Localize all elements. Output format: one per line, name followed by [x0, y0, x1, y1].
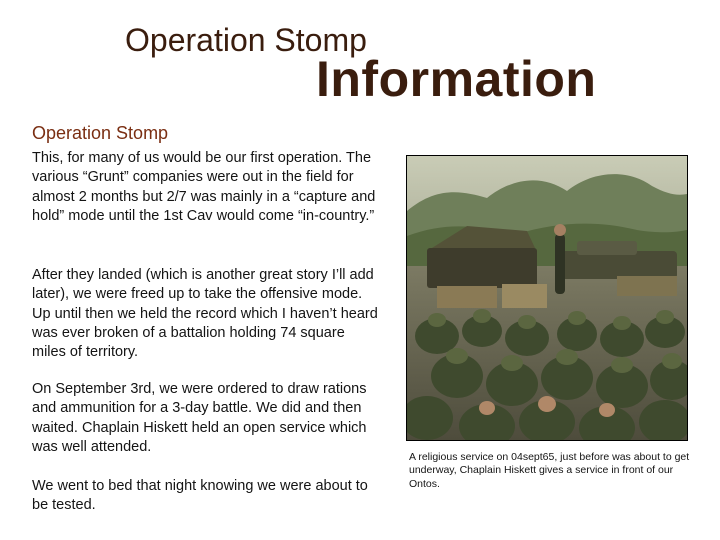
service-photo [406, 155, 688, 441]
body-paragraph-4: We went to bed that night knowing we were about to be tested. [32, 478, 368, 514]
page-title-line1: Operation Stomp [125, 22, 367, 58]
body-paragraph-1: This, for many of us would be our first operation. The various “Grunt” companies were out in the field for almost 2 months but 2/7 was mainly in a “capture and hold” mode until the 1st Cav would come “in-country.” [32, 150, 376, 224]
photo-caption: A religious service on 04sept65, just before was about to get underway, Chaplain Hiskett gives a service in front of our Ontos. [409, 451, 690, 490]
body-paragraph-3: On September 3rd, we were ordered to draw rations and ammunition for a 3-day battle. We did and then waited. Chaplain Hiskett held an open service which was well attended. [32, 381, 367, 455]
page-title-line2: Information [316, 51, 597, 107]
section-subheading: Operation Stomp [32, 123, 169, 143]
body-paragraph-2: After they landed (which is another great story I’ll add later), we were freed up to take the offensive mode. Up until then we held the record which I haven’t heard was ever broken of a battalion holding 74 square miles of territory. [32, 267, 378, 361]
service-photo-image [407, 156, 687, 440]
